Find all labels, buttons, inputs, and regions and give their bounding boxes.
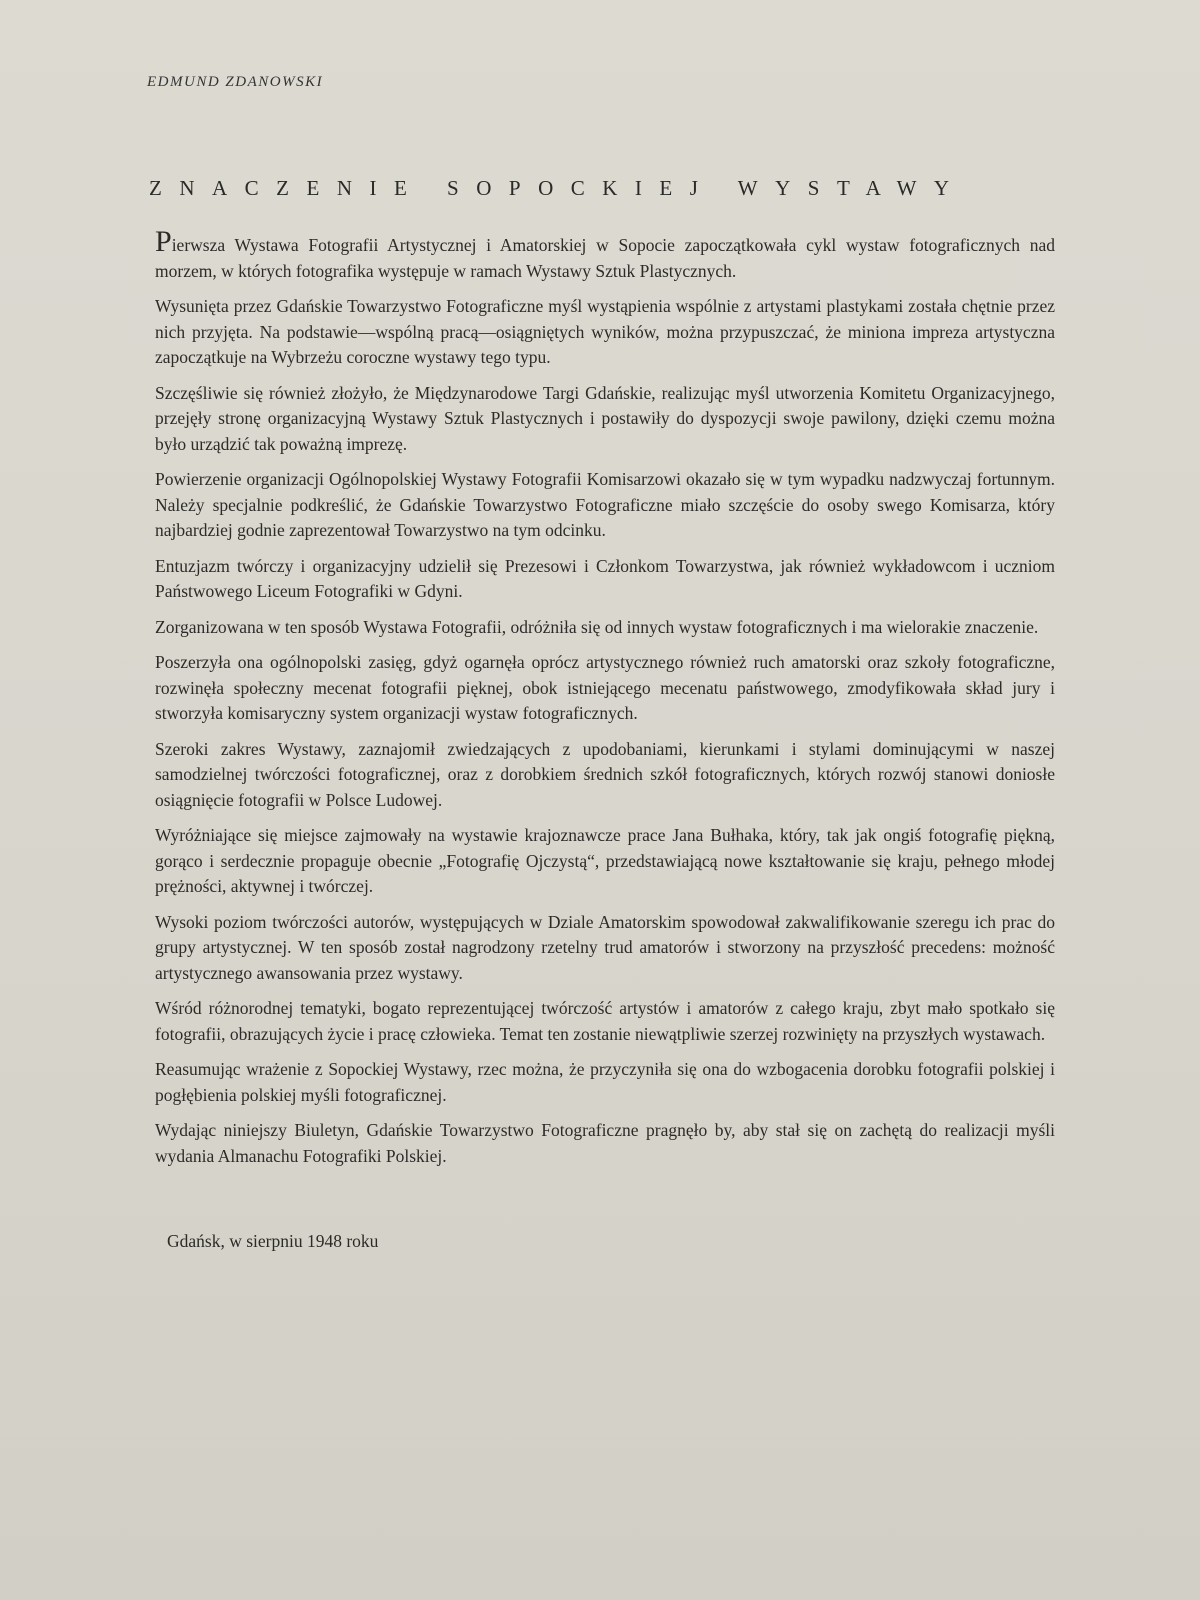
paragraph: Wśród różnorodnej tematyki, bogato reprezentującej twórczość artystów i amatorów z całego kraju, zbyt mało spotkało się fotografii, obrazujących życie i pracę człowieka. Temat ten zostanie niewątpliwie szerzej rozwinięty na przyszłych wystawach. [155,998,1055,1044]
author-name: EDMUND ZDANOWSKI [147,74,324,90]
paragraph: Powierzenie organizacji Ogólnopolskiej Wystawy Fotografii Komisarzowi okazało się w tym wypadku nadzwyczaj fortunnym. Należy specjalnie podkreślić, że Gdańskie Towarzystwo Fotograficzne miało szczęście do osoby swego Komisarza, który najbardziej godnie zaprezentował Towarzystwo na tym odcinku. [155,469,1055,540]
paragraph: Wysoki poziom twórczości autorów, występujących w Dziale Amatorskim spowodował zakwalifikowanie szeregu ich prac do grupy artystycznej. W ten sposób został nagrodzony rzetelny trud amatorów i stworzony na przyszłość precedens: możność artystycznego awansowania przez wystawy. [155,911,1055,983]
paragraph: Pierwsza Wystawa Fotografii Artystycznej i Amatorskiej w Sopocie zapoczątkowała cykl wystaw fotograficznych nad morzem, w których fotografika występuje w ramach Wystawy Sztuk Plastycznych. [155,225,1055,281]
paragraph: Wydając niniejszy Biuletyn, Gdańskie Towarzystwo Fotograficzne pragnęło by, aby stał się on zachętą do realizacji myśli wydania Almanachu Fotografiki Polskiej. [155,1120,1055,1166]
article-body [155,225,1055,1169]
paragraph: Entuzjazm twórczy i organizacyjny udzielił się Prezesowi i Członkom Towarzystwa, jak również wykładowcom i uczniom Państwowego Liceum Fotografiki w Gdyni. [155,555,1055,601]
paragraph: Wysunięta przez Gdańskie Towarzystwo Fotograficzne myśl wystąpienia wspólnie z artystami plastykami została chętnie przez nich przyjęta. Na podstawie—wspólną pracą—osiągniętych wyników, można przypuszczać, że miniona impreza artystyczna zapoczątkuje na Wybrzeżu coroczne wystawy tego typu. [155,296,1055,367]
signoff-place-date: Gdańsk, w sierpniu 1948 roku [167,1231,379,1251]
paragraph: Szeroki zakres Wystawy, zaznajomił zwiedzających z upodobaniami, kierunkami i stylami dominującymi w naszej samodzielnej twórczości fotograficznej, oraz z dorobkiem średnich szkół fotograficznych, których rozwój stanowi doniosłe osiągnięcie fotografii w Polsce Ludowej. [155,738,1055,810]
paragraph: Zorganizowana w ten sposób Wystawa Fotografii, odróżniła się od innych wystaw fotograficznych i ma wielorakie znaczenie. [155,616,1039,637]
paragraph: Reasumując wrażenie z Sopockiej Wystawy, rzec można, że przyczyniła się ona do wzbogacenia dorobku fotografii polskiej i pogłębienia polskiej myśli fotograficznej. [155,1059,1055,1105]
paragraph: Poszerzyła ona ogólnopolski zasięg, gdyż ogarnęła oprócz artystycznego również ruch amatorski oraz szkoły fotograficzne, rozwinęła społeczny mecenat fotografii pięknej, obok istniejącego mecenatu państwowego, zmodyfikowała skład jury i stworzyła komisaryczny system organizacji wystaw fotograficznych. [155,652,1055,723]
article-title: ZNACZENIE SOPOCKIEJ WYSTAWY [149,176,967,200]
paragraph: Szczęśliwie się również złożyło, że Międzynarodowe Targi Gdańskie, realizując myśl utworzenia Komitetu Organizacyjnego, przejęły stronę organizacyjną Wystawy Sztuk Plastycznych i postawiły do dyspozycji swoje pawilony, dzięki czemu można było urządzić tak poważną imprezę. [155,382,1055,454]
paragraph: Wyróżniające się miejsce zajmowały na wystawie krajoznawcze prace Jana Bułhaka, który, tak jak ongiś fotografię piękną, gorąco i serdecznie propaguje obecnie „Fotografię Ojczystą“, przedstawiającą nowe kształtowanie się kraju, pełnego młodej prężności, aktywnej i twórczej. [155,825,1055,896]
